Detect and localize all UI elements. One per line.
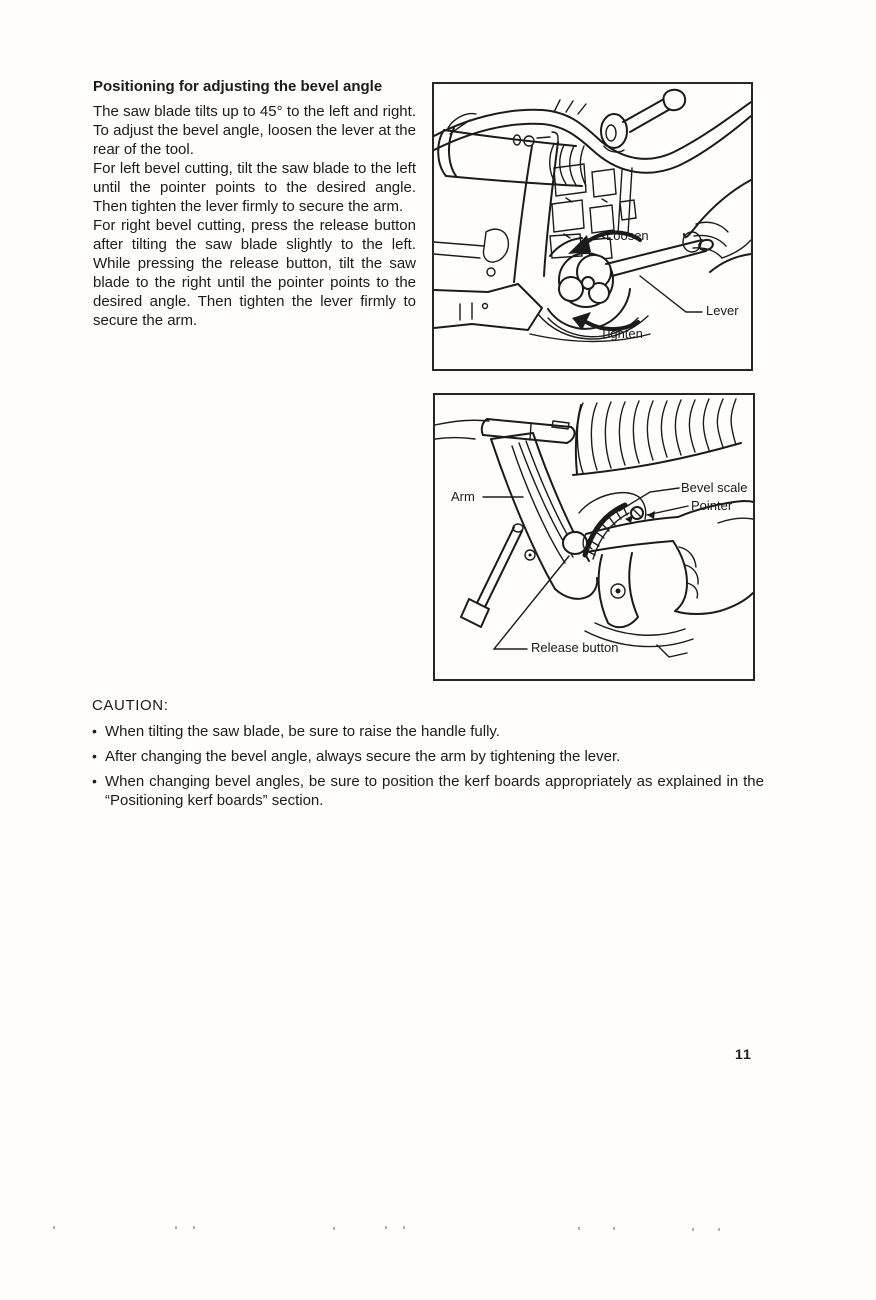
lever-rod bbox=[606, 238, 714, 276]
figure-label-arm: Arm bbox=[451, 489, 475, 504]
caution-item-secure-arm: • After changing the bevel angle, always secure the arm by tightening the lever. bbox=[92, 747, 764, 766]
scan-speck bbox=[718, 1228, 720, 1231]
motor-housing bbox=[438, 128, 586, 186]
scan-speck bbox=[403, 1226, 405, 1229]
scan-speck bbox=[578, 1227, 580, 1230]
scan-speck bbox=[193, 1226, 195, 1229]
caution-title: CAUTION: bbox=[92, 697, 169, 714]
figure-release-button bbox=[433, 393, 755, 681]
dust-bellows bbox=[573, 399, 741, 475]
caution-item-kerf-boards: • When changing bevel angles, be sure to position the kerf boards appropriately as explained in the “Positioning kerf boards” section. bbox=[92, 772, 764, 810]
hand-holding-lever bbox=[683, 180, 751, 272]
table-and-base bbox=[434, 229, 650, 341]
bevel-scale-drawing bbox=[579, 493, 646, 559]
caution-item-raise-handle: • When tilting the saw blade, be sure to raise the handle fully. bbox=[92, 722, 764, 741]
release-button-illustration bbox=[435, 395, 753, 679]
paragraph-bevel-intro: The saw blade tilts up to 45° to the left and right. To adjust the bevel angle, loosen the lever at the rear of the tool. bbox=[93, 103, 416, 158]
carrying-handle-tube bbox=[434, 100, 751, 173]
scan-speck bbox=[53, 1226, 55, 1229]
figure-label-lever: Lever bbox=[706, 303, 739, 318]
figure-label-release-button: Release button bbox=[531, 640, 619, 655]
instruction-text-column bbox=[93, 77, 416, 330]
figure-label-pointer: Pointer bbox=[691, 498, 733, 513]
scan-speck bbox=[385, 1226, 387, 1229]
caution-section bbox=[92, 697, 764, 816]
bevel-lever-illustration bbox=[434, 84, 751, 369]
figure-label-bevel-scale: Bevel scale bbox=[681, 480, 748, 495]
paragraph-left-bevel: For left bevel cutting, tilt the saw blade to the left until the pointer points to the desired angle. Then tighten the lever firmly to secure the arm. bbox=[93, 160, 416, 215]
scan-speck bbox=[692, 1228, 694, 1231]
scan-speck bbox=[175, 1226, 177, 1229]
scan-speck bbox=[333, 1227, 335, 1230]
rear-bolt bbox=[601, 90, 685, 152]
callout-lines bbox=[483, 488, 688, 649]
stopper-rod bbox=[461, 524, 523, 627]
lever-callout-line bbox=[640, 276, 702, 312]
section-heading: Positioning for adjusting the bevel angle bbox=[93, 78, 383, 95]
caution-list bbox=[92, 722, 764, 810]
figure-label-loosen: Loosen bbox=[606, 228, 649, 243]
figure-label-tighten: Tighten bbox=[600, 326, 643, 341]
page-number: 11 bbox=[735, 1046, 752, 1062]
scan-speck bbox=[613, 1227, 615, 1230]
paragraph-right-bevel: For right bevel cutting, press the release button after tilting the saw blade slightly to the left. While pressing the release button, tilt the saw blade to the right until the pointer points to the desired angle. Then tighten the lever firmly to secure the arm. bbox=[93, 217, 416, 329]
figure-bevel-lever bbox=[432, 82, 753, 371]
arm-top-bar bbox=[482, 419, 575, 443]
arm-body bbox=[491, 433, 597, 599]
